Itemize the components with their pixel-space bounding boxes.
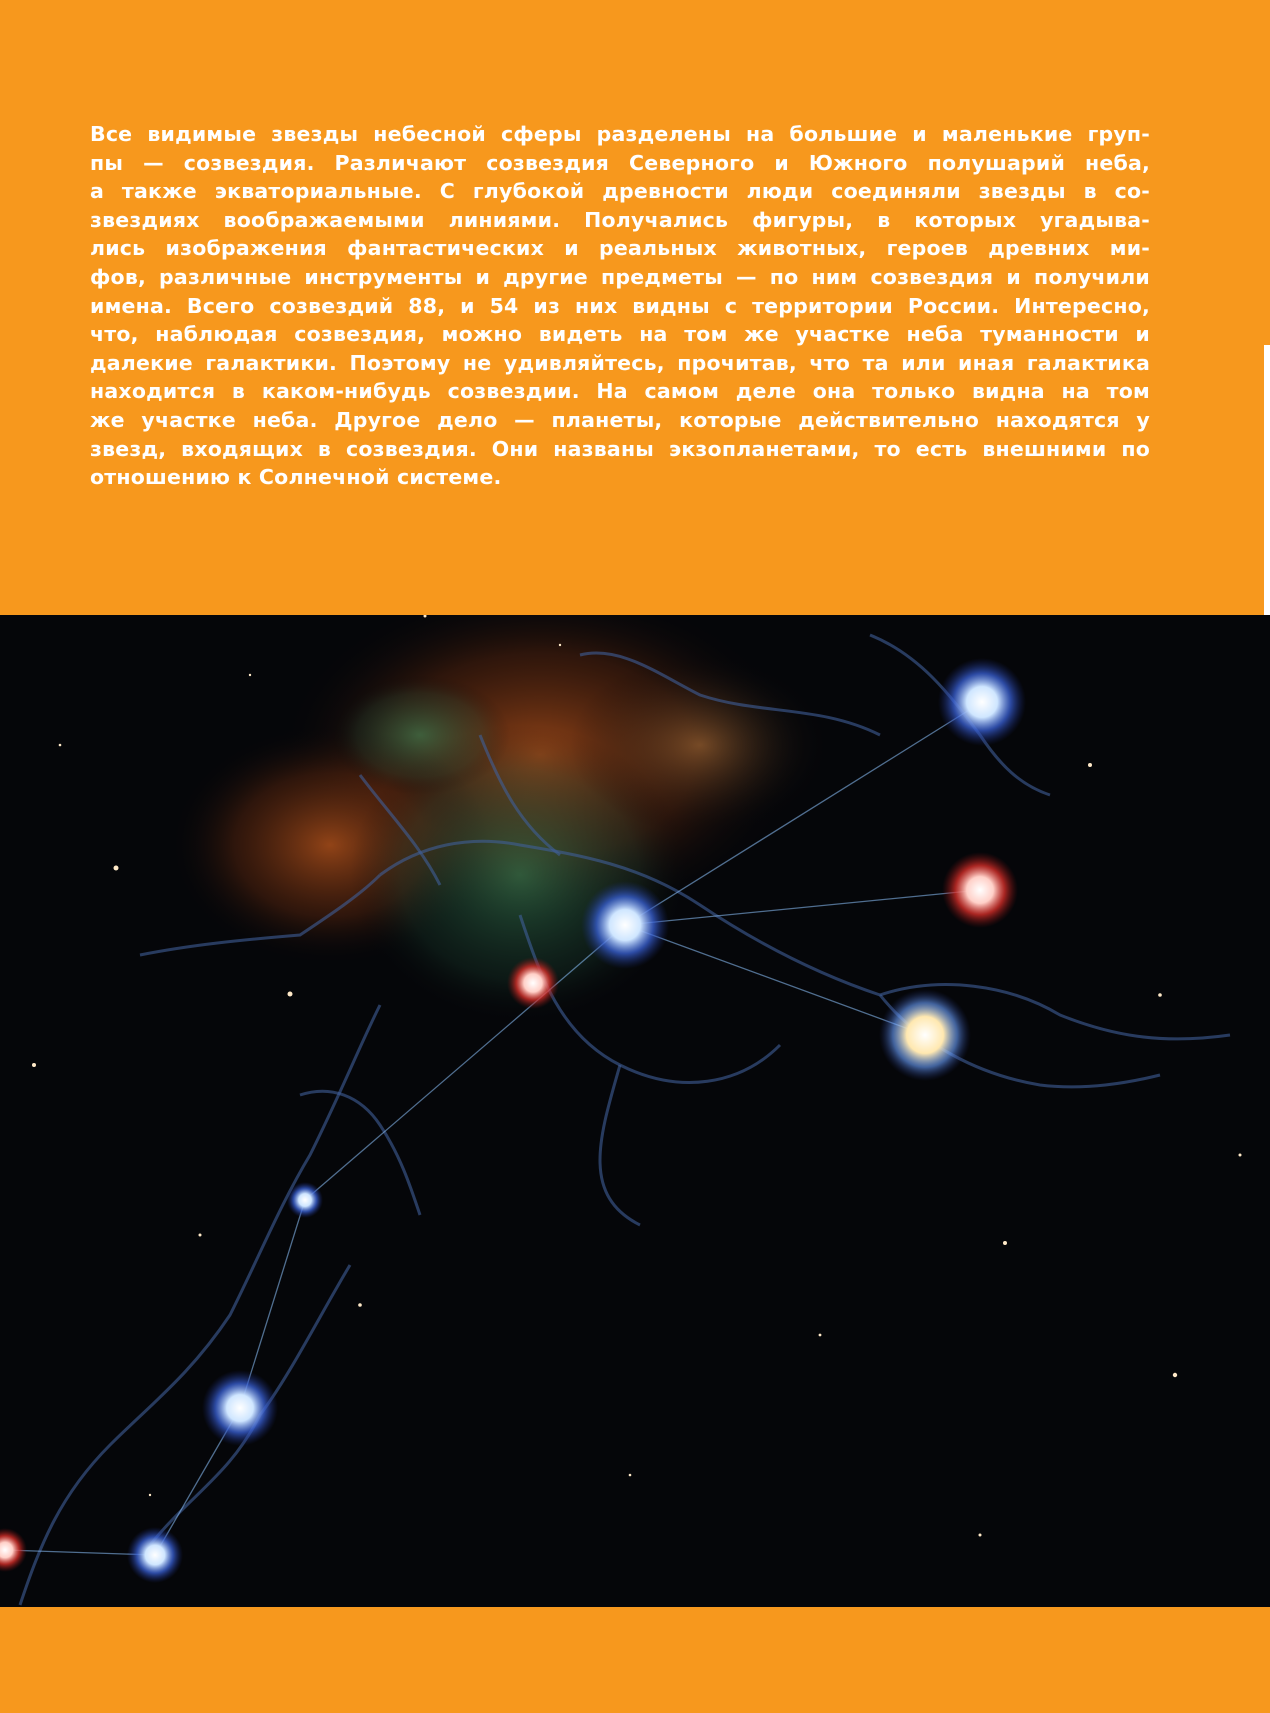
article-line-12: звезд, входящих в созвездия. Они названы экзопланетами, то есть внешними по <box>90 436 1150 461</box>
constellation-illustration <box>0 615 1270 1607</box>
article-line-5: лись изображения фантастических и реальных животных, героев древних ми- <box>90 236 1150 261</box>
article-line-13: отношению к Солнечной системе. <box>90 465 502 490</box>
article-line-4: звездиях воображаемыми линиями. Получались фигуры, в которых угадыва- <box>90 207 1150 232</box>
article-line-7: имена. Всего созвездий 88, и 54 из них видны с территории России. Интересно, <box>90 293 1150 318</box>
article-line-11: же участке неба. Другое дело — планеты, которые действительно находятся у <box>90 407 1150 432</box>
article-line-9: далекие галактики. Поэтому не удивляйтесь, прочитав, что та или иная галактика <box>90 350 1150 375</box>
orange-footer-band <box>0 1607 1270 1713</box>
star-mid-left <box>287 1182 323 1218</box>
constellation-svg <box>0 615 1270 1607</box>
article-text <box>90 120 1150 492</box>
article-line-6: фов, различные инструменты и другие предметы — по ним созвездия и получили <box>90 264 1150 289</box>
article-line-2: пы — созвездия. Различают созвездия Северного и Южного полушарий неба, <box>90 150 1150 175</box>
star-right-red <box>942 852 1018 928</box>
star-lower-right <box>879 989 971 1081</box>
star-bottom <box>127 1527 183 1583</box>
star-top-right <box>938 658 1026 746</box>
article-line-10: находится в каком-нибудь созвездии. На самом деле она только видна на том <box>90 379 1150 404</box>
star-bottom-edge <box>0 1528 27 1572</box>
star-lower-left <box>202 1370 278 1446</box>
article-line-3: а также экваториальные. С глубокой древности люди соединяли звезды в со- <box>90 179 1150 204</box>
star-left-red <box>507 957 559 1009</box>
article-line-8: что, наблюдая созвездия, можно видеть на том же участке неба туманности и <box>90 322 1150 347</box>
article-line-1: Все видимые звезды небесной сферы разделены на большие и маленькие груп- <box>90 122 1150 146</box>
star-central <box>581 881 669 969</box>
